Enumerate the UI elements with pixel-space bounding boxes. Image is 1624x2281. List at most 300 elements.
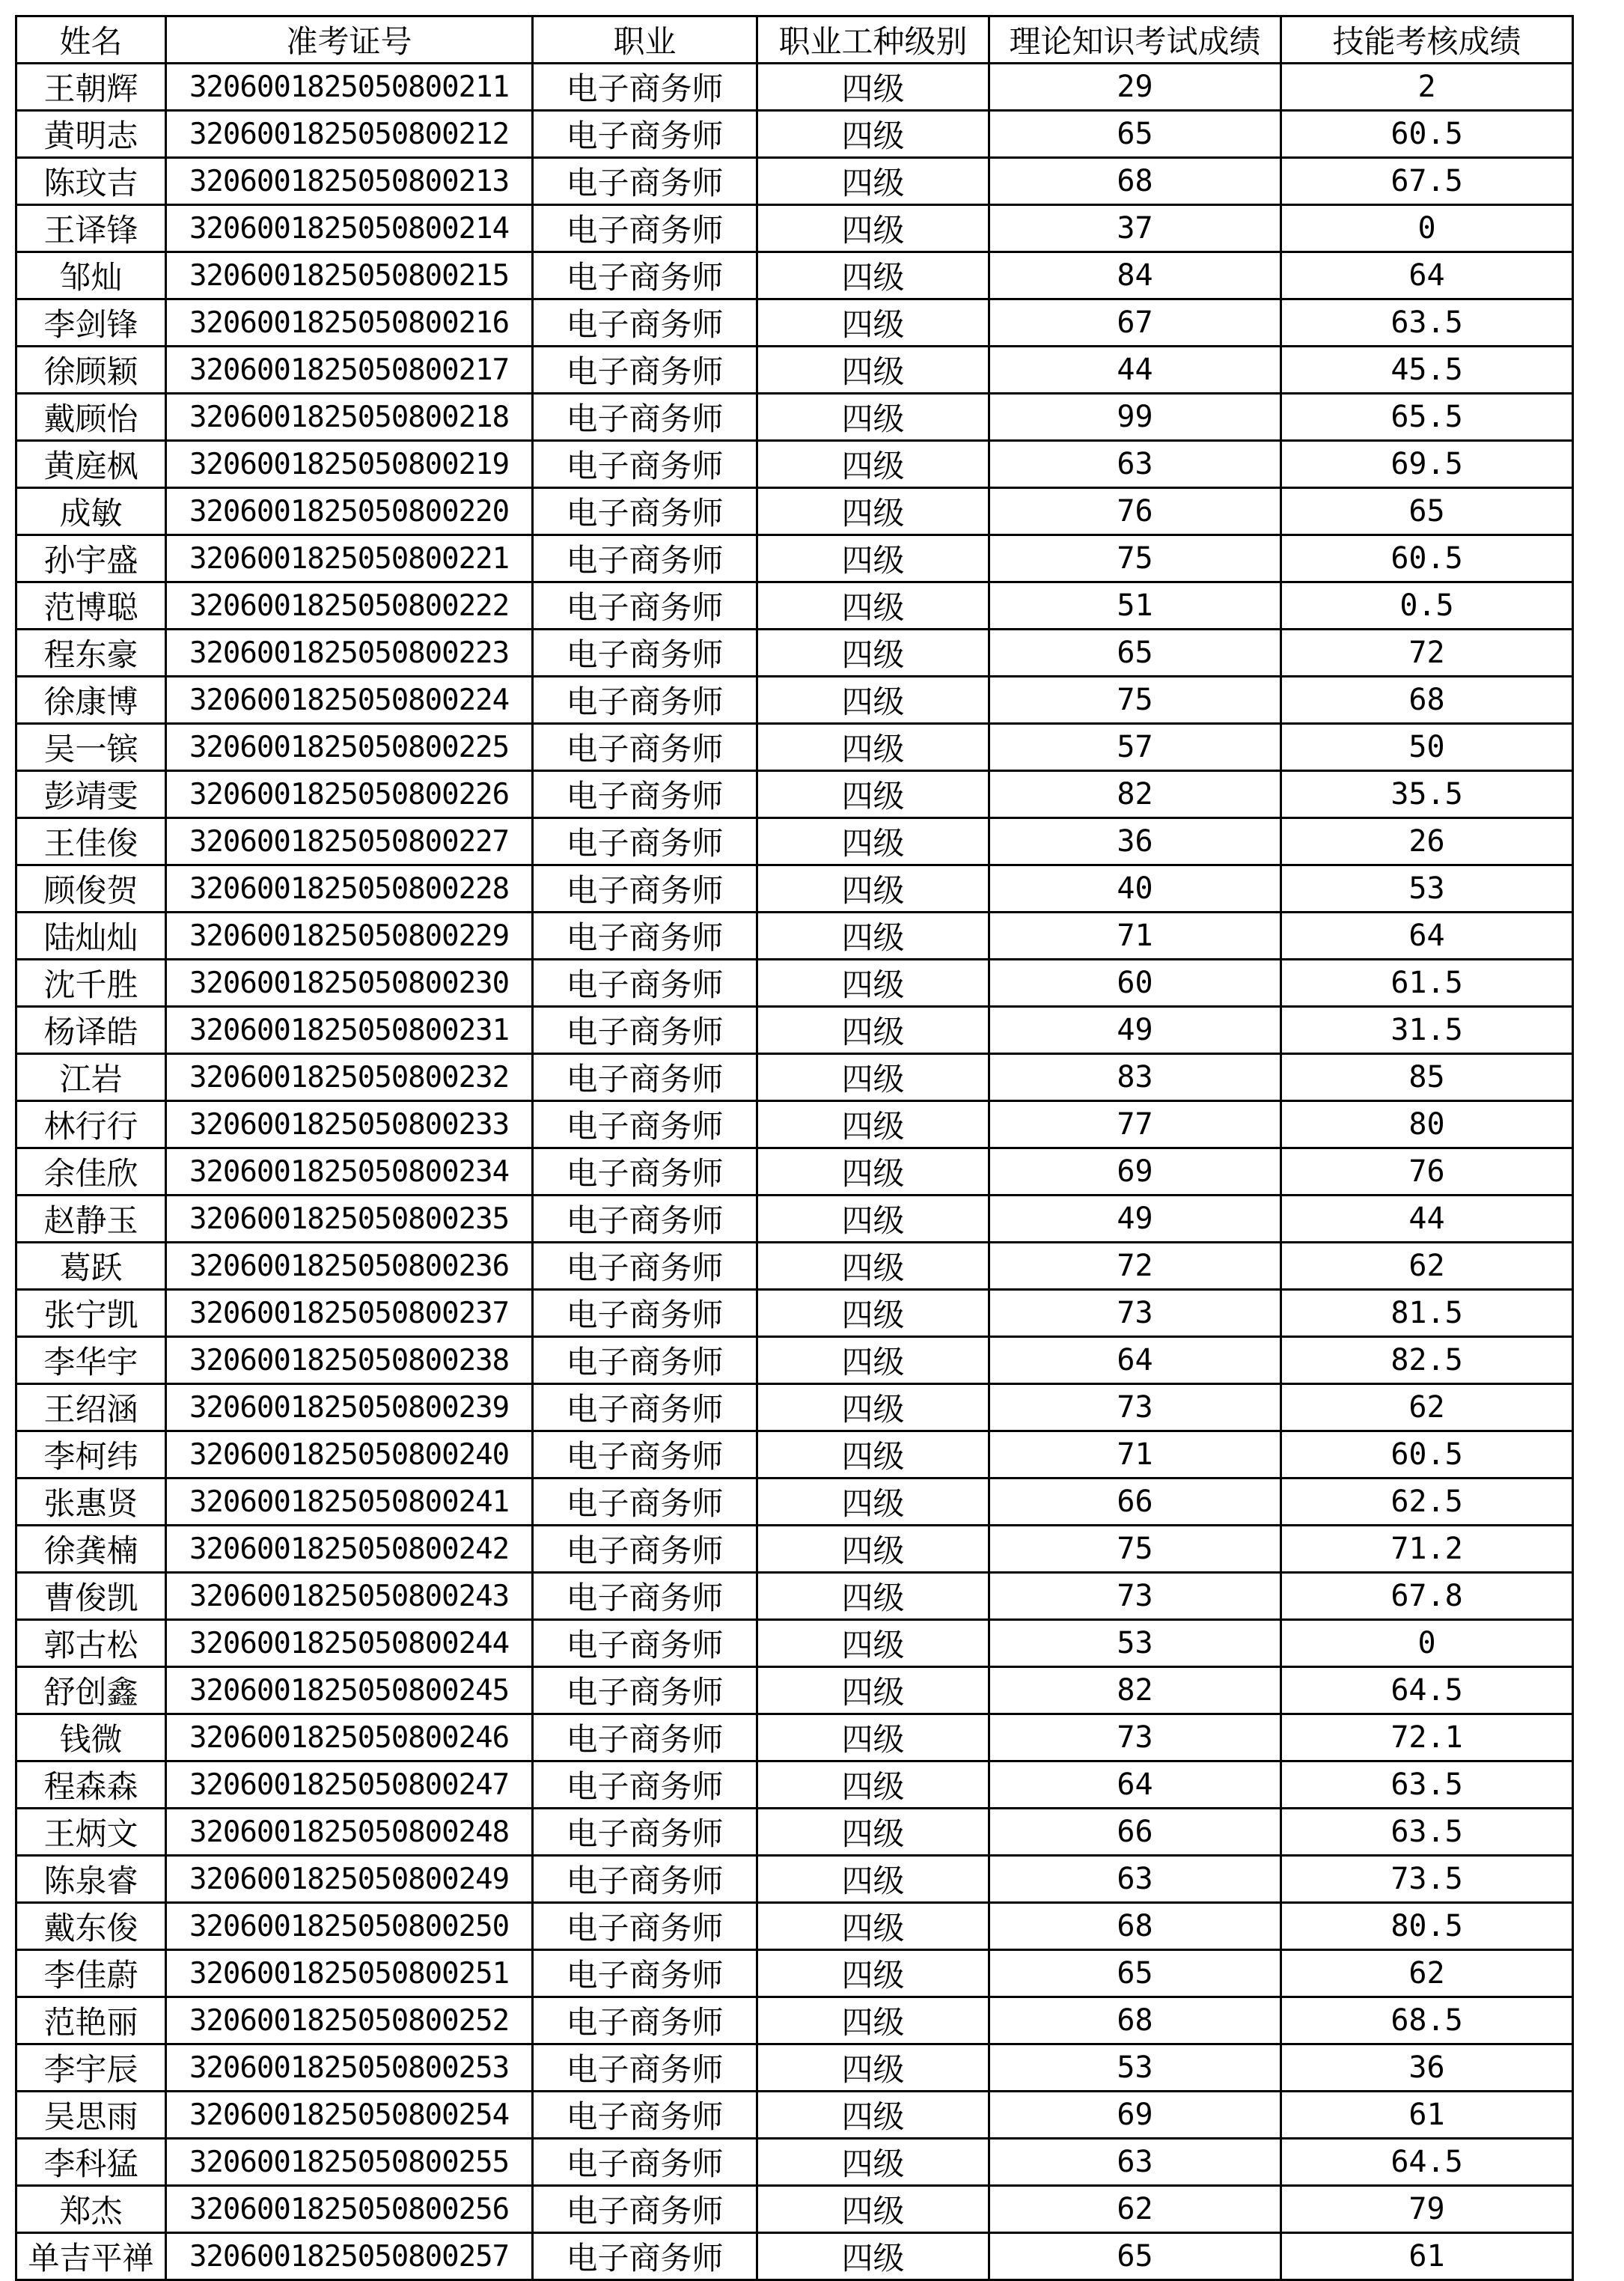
table-row bbox=[16, 2139, 1573, 2186]
cell-skill-score: 36 bbox=[1281, 2044, 1573, 2092]
cell-name: 孙宇盛 bbox=[16, 535, 166, 582]
cell-skill-score: 0 bbox=[1281, 1620, 1573, 1667]
cell-level: 四级 bbox=[757, 1903, 989, 1950]
cell-occupation: 电子商务师 bbox=[533, 111, 757, 158]
table-row bbox=[16, 1384, 1573, 1431]
table-row bbox=[16, 960, 1573, 1007]
cell-occupation: 电子商务师 bbox=[533, 960, 757, 1007]
header-occupation: 职业 bbox=[533, 16, 757, 64]
cell-level: 四级 bbox=[757, 1431, 989, 1478]
table-row bbox=[16, 441, 1573, 488]
cell-exam-id: 3206001825050800255 bbox=[166, 2139, 533, 2186]
cell-occupation: 电子商务师 bbox=[533, 1243, 757, 1290]
cell-skill-score: 68.5 bbox=[1281, 1997, 1573, 2044]
cell-name: 李佳蔚 bbox=[16, 1950, 166, 1997]
cell-occupation: 电子商务师 bbox=[533, 1101, 757, 1148]
cell-name: 李宇辰 bbox=[16, 2044, 166, 2092]
cell-occupation: 电子商务师 bbox=[533, 582, 757, 630]
cell-name: 黄明志 bbox=[16, 111, 166, 158]
cell-theory-score: 75 bbox=[989, 677, 1281, 724]
cell-level: 四级 bbox=[757, 1667, 989, 1714]
cell-level: 四级 bbox=[757, 64, 989, 111]
cell-theory-score: 72 bbox=[989, 1243, 1281, 1290]
table-row bbox=[16, 488, 1573, 535]
cell-occupation: 电子商务师 bbox=[533, 677, 757, 724]
cell-level: 四级 bbox=[757, 630, 989, 677]
cell-theory-score: 68 bbox=[989, 158, 1281, 205]
cell-exam-id: 3206001825050800238 bbox=[166, 1337, 533, 1384]
cell-theory-score: 73 bbox=[989, 1384, 1281, 1431]
cell-skill-score: 65.5 bbox=[1281, 394, 1573, 441]
cell-level: 四级 bbox=[757, 1243, 989, 1290]
cell-occupation: 电子商务师 bbox=[533, 347, 757, 394]
cell-occupation: 电子商务师 bbox=[533, 1196, 757, 1243]
cell-skill-score: 76 bbox=[1281, 1148, 1573, 1196]
cell-skill-score: 82.5 bbox=[1281, 1337, 1573, 1384]
cell-skill-score: 64.5 bbox=[1281, 1667, 1573, 1714]
cell-name: 钱微 bbox=[16, 1714, 166, 1761]
cell-skill-score: 63.5 bbox=[1281, 1761, 1573, 1809]
cell-name: 赵静玉 bbox=[16, 1196, 166, 1243]
cell-level: 四级 bbox=[757, 1478, 989, 1526]
cell-theory-score: 51 bbox=[989, 582, 1281, 630]
cell-theory-score: 83 bbox=[989, 1054, 1281, 1101]
cell-theory-score: 99 bbox=[989, 394, 1281, 441]
cell-name: 王译锋 bbox=[16, 205, 166, 252]
cell-theory-score: 77 bbox=[989, 1101, 1281, 1148]
cell-theory-score: 82 bbox=[989, 1667, 1281, 1714]
cell-name: 张宁凯 bbox=[16, 1290, 166, 1337]
cell-theory-score: 37 bbox=[989, 205, 1281, 252]
table-row bbox=[16, 111, 1573, 158]
cell-level: 四级 bbox=[757, 2186, 989, 2233]
table-row bbox=[16, 771, 1573, 818]
cell-theory-score: 84 bbox=[989, 252, 1281, 299]
cell-occupation: 电子商务师 bbox=[533, 1809, 757, 1856]
cell-name: 陆灿灿 bbox=[16, 913, 166, 960]
cell-exam-id: 3206001825050800222 bbox=[166, 582, 533, 630]
cell-exam-id: 3206001825050800215 bbox=[166, 252, 533, 299]
cell-exam-id: 3206001825050800218 bbox=[166, 394, 533, 441]
cell-level: 四级 bbox=[757, 1054, 989, 1101]
cell-occupation: 电子商务师 bbox=[533, 299, 757, 347]
cell-occupation: 电子商务师 bbox=[533, 1856, 757, 1903]
table-row bbox=[16, 64, 1573, 111]
cell-name: 程东豪 bbox=[16, 630, 166, 677]
table-row bbox=[16, 1431, 1573, 1478]
cell-exam-id: 3206001825050800233 bbox=[166, 1101, 533, 1148]
cell-name: 徐顾颖 bbox=[16, 347, 166, 394]
cell-theory-score: 29 bbox=[989, 64, 1281, 111]
cell-name: 彭靖雯 bbox=[16, 771, 166, 818]
cell-level: 四级 bbox=[757, 2139, 989, 2186]
cell-theory-score: 69 bbox=[989, 1148, 1281, 1196]
cell-level: 四级 bbox=[757, 1101, 989, 1148]
cell-exam-id: 3206001825050800252 bbox=[166, 1997, 533, 2044]
cell-level: 四级 bbox=[757, 960, 989, 1007]
table-row bbox=[16, 1667, 1573, 1714]
table-row bbox=[16, 582, 1573, 630]
table-row bbox=[16, 1290, 1573, 1337]
header-exam-id: 准考证号 bbox=[166, 16, 533, 64]
cell-theory-score: 73 bbox=[989, 1573, 1281, 1620]
table-row bbox=[16, 1997, 1573, 2044]
cell-exam-id: 3206001825050800236 bbox=[166, 1243, 533, 1290]
table-row bbox=[16, 913, 1573, 960]
cell-theory-score: 49 bbox=[989, 1196, 1281, 1243]
cell-name: 林行行 bbox=[16, 1101, 166, 1148]
cell-skill-score: 67.5 bbox=[1281, 158, 1573, 205]
cell-level: 四级 bbox=[757, 394, 989, 441]
cell-skill-score: 63.5 bbox=[1281, 299, 1573, 347]
cell-level: 四级 bbox=[757, 818, 989, 865]
cell-occupation: 电子商务师 bbox=[533, 2233, 757, 2280]
cell-exam-id: 3206001825050800243 bbox=[166, 1573, 533, 1620]
cell-exam-id: 3206001825050800231 bbox=[166, 1007, 533, 1054]
cell-level: 四级 bbox=[757, 771, 989, 818]
cell-occupation: 电子商务师 bbox=[533, 771, 757, 818]
cell-occupation: 电子商务师 bbox=[533, 1290, 757, 1337]
cell-occupation: 电子商务师 bbox=[533, 1007, 757, 1054]
cell-occupation: 电子商务师 bbox=[533, 630, 757, 677]
cell-skill-score: 81.5 bbox=[1281, 1290, 1573, 1337]
cell-skill-score: 61 bbox=[1281, 2092, 1573, 2139]
cell-exam-id: 3206001825050800223 bbox=[166, 630, 533, 677]
cell-theory-score: 63 bbox=[989, 1856, 1281, 1903]
cell-exam-id: 3206001825050800254 bbox=[166, 2092, 533, 2139]
cell-theory-score: 75 bbox=[989, 1526, 1281, 1573]
table-row bbox=[16, 252, 1573, 299]
cell-theory-score: 49 bbox=[989, 1007, 1281, 1054]
cell-occupation: 电子商务师 bbox=[533, 1620, 757, 1667]
cell-skill-score: 64 bbox=[1281, 252, 1573, 299]
cell-exam-id: 3206001825050800237 bbox=[166, 1290, 533, 1337]
cell-exam-id: 3206001825050800249 bbox=[166, 1856, 533, 1903]
cell-level: 四级 bbox=[757, 488, 989, 535]
header-name: 姓名 bbox=[16, 16, 166, 64]
cell-name: 吴一镔 bbox=[16, 724, 166, 771]
table-row bbox=[16, 1573, 1573, 1620]
cell-skill-score: 72.1 bbox=[1281, 1714, 1573, 1761]
cell-name: 李柯纬 bbox=[16, 1431, 166, 1478]
cell-level: 四级 bbox=[757, 677, 989, 724]
cell-level: 四级 bbox=[757, 347, 989, 394]
cell-exam-id: 3206001825050800234 bbox=[166, 1148, 533, 1196]
cell-exam-id: 3206001825050800244 bbox=[166, 1620, 533, 1667]
cell-theory-score: 82 bbox=[989, 771, 1281, 818]
table-row bbox=[16, 818, 1573, 865]
cell-name: 徐龚楠 bbox=[16, 1526, 166, 1573]
table-row bbox=[16, 1148, 1573, 1196]
cell-theory-score: 63 bbox=[989, 441, 1281, 488]
cell-level: 四级 bbox=[757, 1526, 989, 1573]
cell-level: 四级 bbox=[757, 1290, 989, 1337]
cell-theory-score: 71 bbox=[989, 1431, 1281, 1478]
cell-name: 戴东俊 bbox=[16, 1903, 166, 1950]
cell-theory-score: 68 bbox=[989, 1997, 1281, 2044]
table-row bbox=[16, 2186, 1573, 2233]
cell-occupation: 电子商务师 bbox=[533, 2092, 757, 2139]
cell-exam-id: 3206001825050800251 bbox=[166, 1950, 533, 1997]
table-row bbox=[16, 1243, 1573, 1290]
cell-exam-id: 3206001825050800228 bbox=[166, 865, 533, 913]
cell-level: 四级 bbox=[757, 1148, 989, 1196]
cell-level: 四级 bbox=[757, 158, 989, 205]
cell-level: 四级 bbox=[757, 1573, 989, 1620]
cell-exam-id: 3206001825050800257 bbox=[166, 2233, 533, 2280]
cell-occupation: 电子商务师 bbox=[533, 252, 757, 299]
cell-name: 陈泉睿 bbox=[16, 1856, 166, 1903]
cell-occupation: 电子商务师 bbox=[533, 1950, 757, 1997]
table-body bbox=[16, 64, 1573, 2280]
cell-skill-score: 79 bbox=[1281, 2186, 1573, 2233]
cell-theory-score: 76 bbox=[989, 488, 1281, 535]
cell-skill-score: 68 bbox=[1281, 677, 1573, 724]
cell-level: 四级 bbox=[757, 724, 989, 771]
cell-occupation: 电子商务师 bbox=[533, 1761, 757, 1809]
cell-level: 四级 bbox=[757, 865, 989, 913]
cell-exam-id: 3206001825050800247 bbox=[166, 1761, 533, 1809]
cell-exam-id: 3206001825050800235 bbox=[166, 1196, 533, 1243]
table-row bbox=[16, 535, 1573, 582]
cell-occupation: 电子商务师 bbox=[533, 1526, 757, 1573]
cell-exam-id: 3206001825050800227 bbox=[166, 818, 533, 865]
cell-exam-id: 3206001825050800241 bbox=[166, 1478, 533, 1526]
cell-exam-id: 3206001825050800219 bbox=[166, 441, 533, 488]
cell-name: 单吉平禅 bbox=[16, 2233, 166, 2280]
cell-name: 郑杰 bbox=[16, 2186, 166, 2233]
cell-level: 四级 bbox=[757, 205, 989, 252]
table-row bbox=[16, 1620, 1573, 1667]
table-row bbox=[16, 158, 1573, 205]
cell-level: 四级 bbox=[757, 2044, 989, 2092]
table-row bbox=[16, 299, 1573, 347]
cell-occupation: 电子商务师 bbox=[533, 1667, 757, 1714]
cell-exam-id: 3206001825050800229 bbox=[166, 913, 533, 960]
cell-occupation: 电子商务师 bbox=[533, 913, 757, 960]
cell-occupation: 电子商务师 bbox=[533, 205, 757, 252]
cell-exam-id: 3206001825050800213 bbox=[166, 158, 533, 205]
cell-occupation: 电子商务师 bbox=[533, 1903, 757, 1950]
table-row bbox=[16, 1714, 1573, 1761]
cell-skill-score: 61.5 bbox=[1281, 960, 1573, 1007]
cell-skill-score: 31.5 bbox=[1281, 1007, 1573, 1054]
cell-name: 范艳丽 bbox=[16, 1997, 166, 2044]
cell-occupation: 电子商务师 bbox=[533, 64, 757, 111]
cell-occupation: 电子商务师 bbox=[533, 1148, 757, 1196]
cell-name: 黄庭枫 bbox=[16, 441, 166, 488]
cell-skill-score: 64 bbox=[1281, 913, 1573, 960]
cell-exam-id: 3206001825050800253 bbox=[166, 2044, 533, 2092]
cell-name: 顾俊贺 bbox=[16, 865, 166, 913]
cell-exam-id: 3206001825050800221 bbox=[166, 535, 533, 582]
cell-name: 李剑锋 bbox=[16, 299, 166, 347]
header-theory-score: 理论知识考试成绩 bbox=[989, 16, 1281, 64]
table-row bbox=[16, 205, 1573, 252]
cell-theory-score: 53 bbox=[989, 2044, 1281, 2092]
cell-name: 余佳欣 bbox=[16, 1148, 166, 1196]
cell-level: 四级 bbox=[757, 1761, 989, 1809]
table-row bbox=[16, 1054, 1573, 1101]
cell-occupation: 电子商务师 bbox=[533, 1714, 757, 1761]
cell-theory-score: 73 bbox=[989, 1290, 1281, 1337]
cell-skill-score: 64.5 bbox=[1281, 2139, 1573, 2186]
cell-skill-score: 67.8 bbox=[1281, 1573, 1573, 1620]
cell-level: 四级 bbox=[757, 535, 989, 582]
cell-name: 舒创鑫 bbox=[16, 1667, 166, 1714]
table-row bbox=[16, 1337, 1573, 1384]
cell-exam-id: 3206001825050800220 bbox=[166, 488, 533, 535]
cell-exam-id: 3206001825050800248 bbox=[166, 1809, 533, 1856]
cell-occupation: 电子商务师 bbox=[533, 1384, 757, 1431]
cell-name: 王佳俊 bbox=[16, 818, 166, 865]
cell-skill-score: 60.5 bbox=[1281, 1431, 1573, 1478]
cell-exam-id: 3206001825050800216 bbox=[166, 299, 533, 347]
header-level: 职业工种级别 bbox=[757, 16, 989, 64]
cell-occupation: 电子商务师 bbox=[533, 158, 757, 205]
table-row bbox=[16, 1007, 1573, 1054]
cell-level: 四级 bbox=[757, 2092, 989, 2139]
cell-exam-id: 3206001825050800246 bbox=[166, 1714, 533, 1761]
cell-name: 沈千胜 bbox=[16, 960, 166, 1007]
table-row bbox=[16, 1526, 1573, 1573]
cell-skill-score: 0 bbox=[1281, 205, 1573, 252]
cell-skill-score: 65 bbox=[1281, 488, 1573, 535]
cell-exam-id: 3206001825050800232 bbox=[166, 1054, 533, 1101]
cell-level: 四级 bbox=[757, 111, 989, 158]
cell-theory-score: 36 bbox=[989, 818, 1281, 865]
cell-skill-score: 72 bbox=[1281, 630, 1573, 677]
cell-theory-score: 44 bbox=[989, 347, 1281, 394]
cell-occupation: 电子商务师 bbox=[533, 1997, 757, 2044]
cell-skill-score: 63.5 bbox=[1281, 1809, 1573, 1856]
cell-skill-score: 35.5 bbox=[1281, 771, 1573, 818]
cell-name: 范博聪 bbox=[16, 582, 166, 630]
cell-theory-score: 73 bbox=[989, 1714, 1281, 1761]
cell-skill-score: 61 bbox=[1281, 2233, 1573, 2280]
cell-name: 曹俊凯 bbox=[16, 1573, 166, 1620]
cell-name: 王朝辉 bbox=[16, 64, 166, 111]
cell-skill-score: 69.5 bbox=[1281, 441, 1573, 488]
cell-theory-score: 71 bbox=[989, 913, 1281, 960]
cell-theory-score: 64 bbox=[989, 1761, 1281, 1809]
cell-theory-score: 65 bbox=[989, 111, 1281, 158]
cell-exam-id: 3206001825050800242 bbox=[166, 1526, 533, 1573]
cell-occupation: 电子商务师 bbox=[533, 441, 757, 488]
cell-level: 四级 bbox=[757, 1196, 989, 1243]
cell-name: 李科猛 bbox=[16, 2139, 166, 2186]
table-row bbox=[16, 1903, 1573, 1950]
cell-occupation: 电子商务师 bbox=[533, 394, 757, 441]
cell-name: 江岩 bbox=[16, 1054, 166, 1101]
cell-level: 四级 bbox=[757, 441, 989, 488]
table-row bbox=[16, 2092, 1573, 2139]
cell-theory-score: 65 bbox=[989, 2233, 1281, 2280]
cell-theory-score: 64 bbox=[989, 1337, 1281, 1384]
cell-level: 四级 bbox=[757, 1856, 989, 1903]
cell-exam-id: 3206001825050800226 bbox=[166, 771, 533, 818]
cell-occupation: 电子商务师 bbox=[533, 1478, 757, 1526]
cell-theory-score: 40 bbox=[989, 865, 1281, 913]
cell-occupation: 电子商务师 bbox=[533, 724, 757, 771]
table-row bbox=[16, 394, 1573, 441]
cell-exam-id: 3206001825050800250 bbox=[166, 1903, 533, 1950]
cell-skill-score: 60.5 bbox=[1281, 535, 1573, 582]
cell-occupation: 电子商务师 bbox=[533, 2139, 757, 2186]
cell-level: 四级 bbox=[757, 1714, 989, 1761]
cell-theory-score: 65 bbox=[989, 1950, 1281, 1997]
cell-exam-id: 3206001825050800217 bbox=[166, 347, 533, 394]
cell-skill-score: 62 bbox=[1281, 1950, 1573, 1997]
cell-exam-id: 3206001825050800224 bbox=[166, 677, 533, 724]
cell-name: 李华宇 bbox=[16, 1337, 166, 1384]
cell-theory-score: 75 bbox=[989, 535, 1281, 582]
cell-theory-score: 53 bbox=[989, 1620, 1281, 1667]
cell-exam-id: 3206001825050800256 bbox=[166, 2186, 533, 2233]
cell-name: 郭古松 bbox=[16, 1620, 166, 1667]
cell-exam-id: 3206001825050800239 bbox=[166, 1384, 533, 1431]
table-row bbox=[16, 724, 1573, 771]
cell-name: 程森森 bbox=[16, 1761, 166, 1809]
cell-name: 吴思雨 bbox=[16, 2092, 166, 2139]
cell-skill-score: 0.5 bbox=[1281, 582, 1573, 630]
cell-theory-score: 57 bbox=[989, 724, 1281, 771]
cell-exam-id: 3206001825050800212 bbox=[166, 111, 533, 158]
cell-skill-score: 73.5 bbox=[1281, 1856, 1573, 1903]
cell-level: 四级 bbox=[757, 1337, 989, 1384]
cell-theory-score: 65 bbox=[989, 630, 1281, 677]
cell-occupation: 电子商务师 bbox=[533, 488, 757, 535]
score-table bbox=[15, 15, 1574, 2281]
cell-occupation: 电子商务师 bbox=[533, 1431, 757, 1478]
cell-occupation: 电子商务师 bbox=[533, 2044, 757, 2092]
cell-exam-id: 3206001825050800225 bbox=[166, 724, 533, 771]
cell-theory-score: 60 bbox=[989, 960, 1281, 1007]
cell-skill-score: 80.5 bbox=[1281, 1903, 1573, 1950]
cell-level: 四级 bbox=[757, 582, 989, 630]
cell-name: 葛跃 bbox=[16, 1243, 166, 1290]
cell-name: 徐康博 bbox=[16, 677, 166, 724]
cell-name: 杨译皓 bbox=[16, 1007, 166, 1054]
cell-skill-score: 44 bbox=[1281, 1196, 1573, 1243]
cell-name: 王绍涵 bbox=[16, 1384, 166, 1431]
table-row bbox=[16, 1478, 1573, 1526]
cell-name: 张惠贤 bbox=[16, 1478, 166, 1526]
table-row bbox=[16, 630, 1573, 677]
table-row bbox=[16, 347, 1573, 394]
cell-exam-id: 3206001825050800214 bbox=[166, 205, 533, 252]
cell-theory-score: 62 bbox=[989, 2186, 1281, 2233]
table-row bbox=[16, 1950, 1573, 1997]
cell-theory-score: 69 bbox=[989, 2092, 1281, 2139]
cell-level: 四级 bbox=[757, 252, 989, 299]
cell-skill-score: 53 bbox=[1281, 865, 1573, 913]
cell-skill-score: 60.5 bbox=[1281, 111, 1573, 158]
cell-theory-score: 66 bbox=[989, 1478, 1281, 1526]
cell-occupation: 电子商务师 bbox=[533, 535, 757, 582]
cell-skill-score: 2 bbox=[1281, 64, 1573, 111]
header-row bbox=[16, 16, 1573, 64]
cell-exam-id: 3206001825050800240 bbox=[166, 1431, 533, 1478]
cell-level: 四级 bbox=[757, 1620, 989, 1667]
cell-name: 王炳文 bbox=[16, 1809, 166, 1856]
table-row bbox=[16, 1196, 1573, 1243]
cell-name: 陈玟吉 bbox=[16, 158, 166, 205]
cell-exam-id: 3206001825050800245 bbox=[166, 1667, 533, 1714]
cell-skill-score: 71.2 bbox=[1281, 1526, 1573, 1573]
cell-occupation: 电子商务师 bbox=[533, 1573, 757, 1620]
cell-skill-score: 26 bbox=[1281, 818, 1573, 865]
